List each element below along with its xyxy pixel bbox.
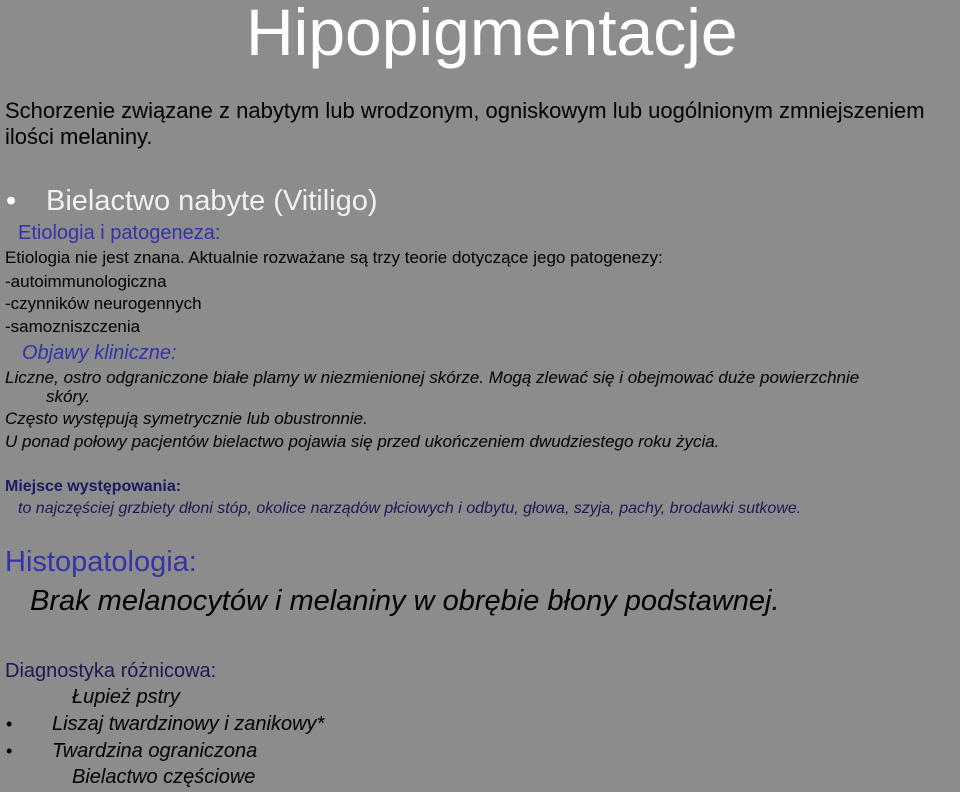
main-bullet-text: Bielactwo nabyte (Vitiligo): [46, 185, 378, 217]
bullet-dot: •: [6, 185, 17, 217]
differential-item: Twardzina ograniczona: [52, 740, 258, 762]
symptoms-heading: Objawy kliniczne:: [22, 342, 177, 364]
etiology-item: -samozniszczenia: [5, 317, 141, 336]
differential-item: Łupież pstry: [72, 686, 180, 708]
bullet-dot: •: [6, 741, 13, 761]
differential-heading: Diagnostyka różnicowa:: [5, 660, 217, 682]
histopathology-text: Brak melanocytów i melaniny w obrębie błony podstawnej.: [30, 585, 780, 617]
etiology-item: -autoimmunologiczna: [5, 272, 167, 291]
location-heading: Miejsce występowania:: [5, 478, 182, 495]
symptoms-line-continued: skóry.: [46, 387, 91, 406]
differential-item: Liszaj twardzinowy i zanikowy*: [52, 713, 325, 735]
symptoms-line: Często występują symetrycznie lub obustronnie.: [5, 409, 368, 428]
symptoms-line: U ponad połowy pacjentów bielactwo pojawia się przed ukończeniem dwudziestego roku życia.: [5, 432, 720, 451]
etiology-heading: Etiologia i patogeneza:: [18, 222, 221, 244]
etiology-text: Etiologia nie jest znana. Aktualnie rozważane są trzy teorie dotyczące jego patogenezy:: [5, 248, 663, 267]
symptoms-line: Liczne, ostro odgraniczone białe plamy w niezmienionej skórze. Mogą zlewać się i obejmować duże powierzchnie: [5, 368, 860, 387]
bullet-dot: •: [6, 714, 13, 734]
intro-paragraph: Schorzenie związane z nabytym lub wrodzonym, ogniskowym lub uogólnionym zmniejszeniem ilości melaniny.: [5, 98, 925, 149]
etiology-item: -czynników neurogennych: [5, 294, 202, 313]
differential-item: Bielactwo częściowe: [72, 766, 256, 788]
slide-title: Hipopigmentacje: [246, 0, 738, 69]
location-text: to najczęściej grzbiety dłoni stóp, okolice narządów płciowych i odbytu, głowa, szyja, pachy, brodawki sutkowe.: [18, 500, 802, 517]
histopathology-heading: Histopatologia:: [5, 546, 197, 578]
